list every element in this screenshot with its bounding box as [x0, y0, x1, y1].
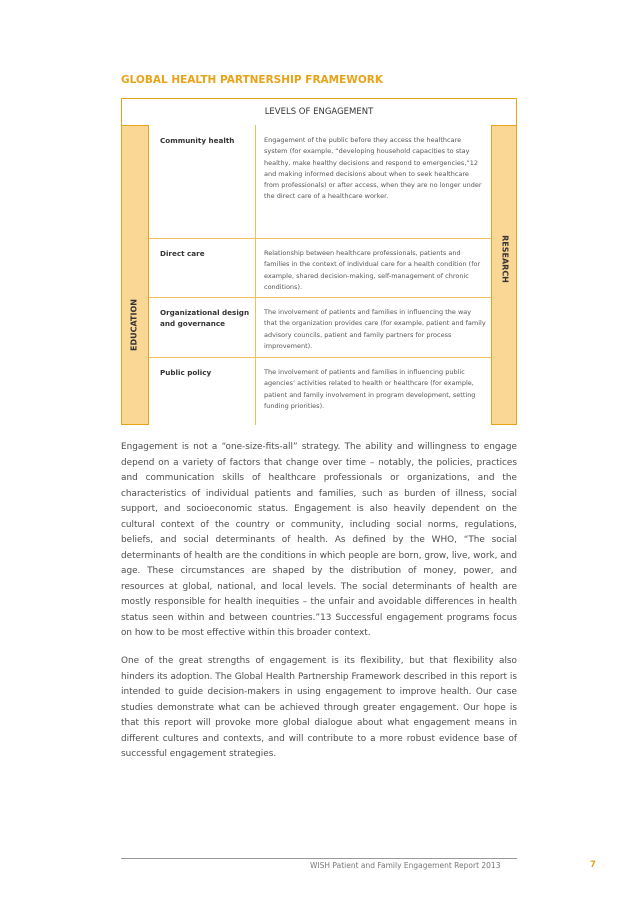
column-divider: [255, 297, 256, 357]
column-divider: [255, 238, 256, 297]
row-community-health: [149, 125, 491, 239]
partnership-framework-diagram: [121, 98, 517, 425]
row-label: Direct care: [160, 249, 205, 258]
column-divider: [255, 357, 256, 425]
footer-divider: [121, 858, 517, 859]
column-divider: [255, 125, 256, 238]
paragraph: Engagement is not a “one-size-fits-all” strategy. The ability and willingness to engage depend on a variety of factors that change over time – notably, the policies, practices and communication skills of healthcare professionals or organizations, and the characteristics of individual patients and families, such as burden of illness, social support, and socioeconomic status. Engagement is also heavily dependent on the cultural context of the country or community, including social norms, regulations, beliefs, and social determinants of health. As defined by the WHO, “The social determinants of health are the conditions in which people are born, grow, live, work, and age. These circumstances are shaped by the distribution of money, power, and resources at global, national, and local levels. The social determinants of health are mostly responsible for health inequities – the unfair and avoidable differences in health status seen within and between countries.”13 Successful engagement programs focus on how to be most effective within this broader context.: [121, 442, 517, 638]
page-number: 7: [590, 860, 596, 870]
levels-table: [148, 125, 492, 425]
row-description: The involvement of patients and families in influencing public agencies’ activities related to health or healthcare (for example, patient and family involvement in program development, setting funding priorities).: [264, 368, 476, 410]
education-label: EDUCATION: [129, 299, 139, 351]
row-label: Organizational design and governance: [160, 308, 250, 328]
row-description: The involvement of patients and families in influencing the way that the organization provides care (for example, patient and family advisory councils, patient and family partners for process improvement).: [264, 308, 486, 350]
levels-header: LEVELS OF ENGAGEMENT: [122, 99, 516, 126]
research-label: RESEARCH: [500, 235, 510, 283]
row-direct-care: [149, 238, 491, 298]
row-public-policy: [149, 357, 491, 425]
footer-report-title: WISH Patient and Family Engagement Report 2013: [310, 861, 501, 870]
paragraph: One of the great strengths of engagement is its flexibility, but that flexibility also hinders its adoption. The Global Health Partnership Framework described in this report is intended to guide decision-makers in using engagement to improve health. Our case studies demonstrate what can be achieved through greater engagement. Our hope is that this report will provoke more global dialogue about what engagement means in different cultures and contexts, and will contribute to a more robust evidence base of successful engagement strategies.: [121, 656, 517, 759]
row-label: Public policy: [160, 368, 212, 377]
row-label: Community health: [160, 136, 235, 145]
row-description: Relationship between healthcare professionals, patients and families in the context of individual care for a health condition (for example, shared decision-making, self-management of chronic conditions).: [264, 249, 481, 291]
figure-title: GLOBAL HEALTH PARTNERSHIP FRAMEWORK: [121, 74, 384, 86]
row-organizational-design: [149, 297, 491, 358]
row-description: Engagement of the public before they access the healthcare system (for example, “developing household capacities to stay healthy, make healthy decisions and respond to emergencies,”12 and making informed decisions about when to seek healthcare from professionals) or after access, when they are no longer under the direct care of a healthcare worker.: [264, 136, 482, 201]
